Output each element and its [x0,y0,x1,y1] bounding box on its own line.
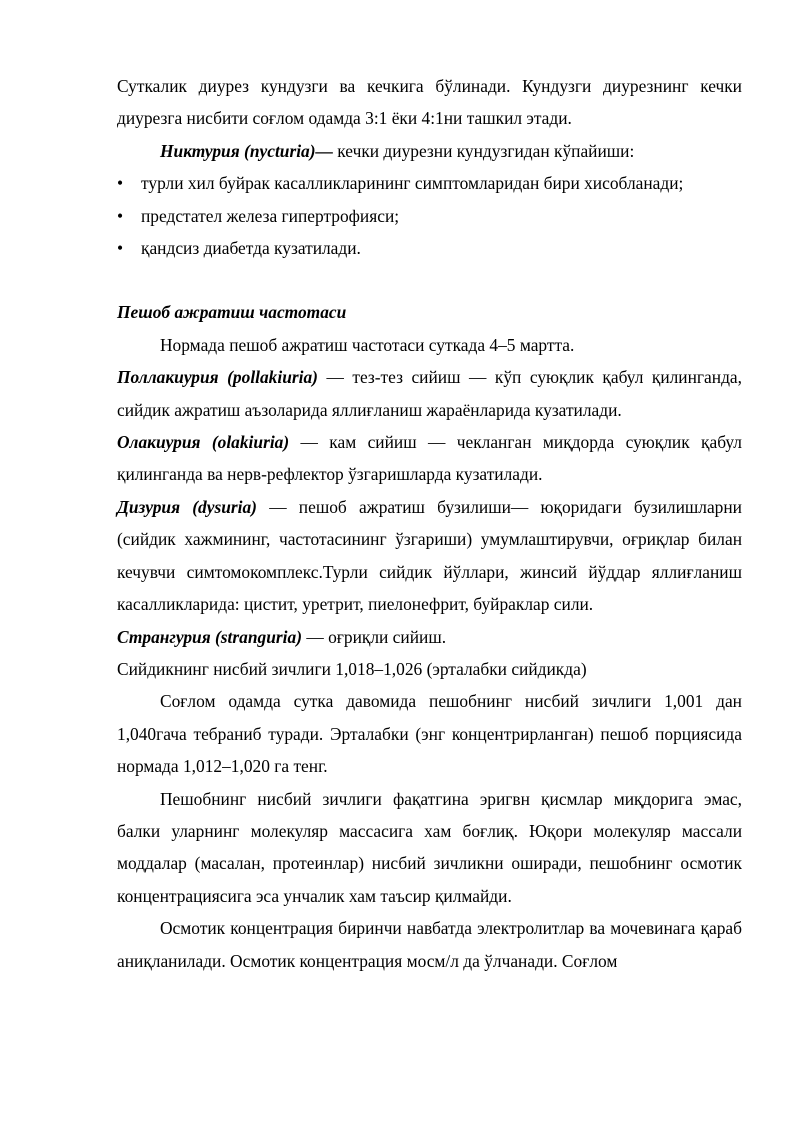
document-page [117,70,742,977]
density-heading: Сийдикнинг нисбий зичлиги 1,018–1,026 (эрталабки сийдикда) [117,658,587,679]
paragraph-osmotic: Осмотик концентрация биринчи навбатда электролитлар ва мочевинага қараб аниқланилади. Осмотик концентрация мосм/л да ўлчанади. Соғлом [117,918,742,971]
term-stranguria: Странгурия (stranguria) [117,626,302,647]
paragraph-density-factors: Пешобнинг нисбий зичлиги фақатгина эригвн қисмлар миқдорига эмас, балки уларнинг молекуляр массасига хам боғлиқ. Юқори молекуляр массали моддалар (масалан, протеинлар) нисбий зичликни оширади, пешобнинг осмотик концентрациясига эса унчалик хам таъсир қилмайди. [117,788,742,906]
nocturia-list [117,167,742,264]
paragraph-norm: Нормада пешоб ажратиш частотаси суткада 4–5 мартта. [160,334,575,355]
nocturia-definition: кечки диурезни кундузгидан кўпайиши: [332,140,635,161]
list-item: • турли хил буйрак касалликларининг симптомларидан бири хисобланади; [117,167,742,199]
list-item: • қандсиз диабетда кузатилади. [117,232,742,264]
paragraph-density-range: Соғлом одамда сутка давомида пешобнинг нисбий зичлиги 1,001 дан 1,040гача тебраниб туради. Эрталабки (энг концентрирланган) пешоб порциясида нормада 1,012–1,020 га тенг. [117,691,742,777]
term-olakiuria: Олакиурия (olakiuria) [117,432,290,453]
paragraph-olakiuria: Олакиурия (olakiuria) — кам сийиш — чекланган миқдорда суюқлик қабул қилинганда ва нерв-рефлектор ўзгаришларда кузатилади. [117,432,742,485]
term-dysuria: Дизурия (dysuria) [117,496,257,517]
section-heading: Пешоб ажратиш частотаси [117,302,347,323]
paragraph-pollakiuria: Поллакиурия (pollakiuria) — тез-тез сийиш — кўп суюқлик қабул қилинганда, сийдик ажратиш аъзоларида яллиғланиш жараёнларида кузатилади. [117,367,742,420]
paragraph-stranguria: Странгурия (stranguria) — оғриқли сийиш. [117,626,447,647]
paragraph-nocturia [117,135,742,167]
paragraph-dysuria: Дизурия (dysuria) — пешоб ажратиш бузилиши— юқоридаги бузилишларни (сийдик хажмининг, частотасининг ўзгариши) умумлаштирувчи, оғриқлар билан кечувчи симтомокомплекс.Турли сийдик йўллари, жинсий йўддар яллиғланиш касалликларида: цистит, уретрит, пиелонефрит, буйраклар сили. [117,496,742,615]
term-pollakiuria: Поллакиурия (pollakiuria) [117,367,318,388]
bullet-icon: • [117,238,124,259]
list-item: • предстател железа гипертрофияси; [117,200,742,232]
bullet-icon: • [117,173,124,194]
paragraph-diuresis: Суткалик диурез кундузги ва кечкига бўлинади. Кундузги диурезнинг кечки диурезга нисбити соғлом одамда 3:1 ёки 4:1ни ташкил этади. [117,76,742,129]
spacer [117,264,742,296]
bullet-icon: • [117,205,124,226]
term-nocturia: Никтурия (nycturia)— [160,140,333,161]
